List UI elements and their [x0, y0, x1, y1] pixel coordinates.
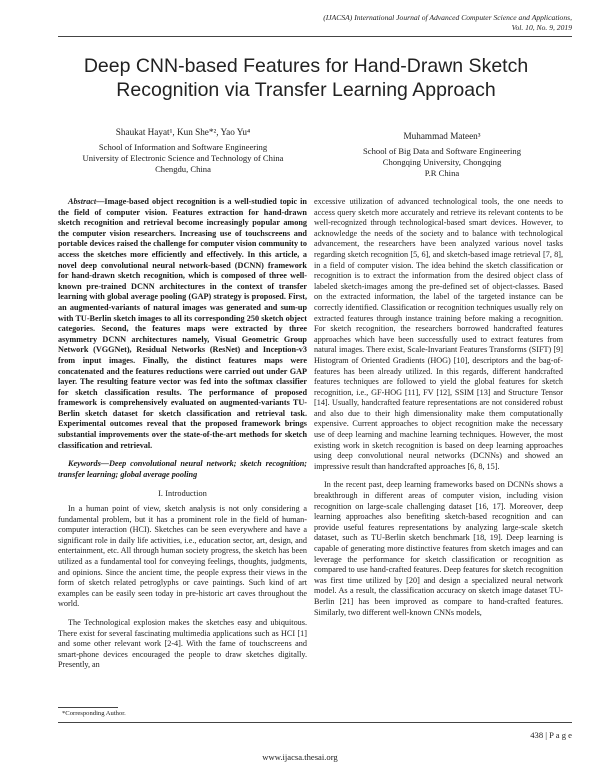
abstract-label: Abstract	[68, 197, 97, 206]
abstract	[58, 197, 307, 451]
author-names-right: Muhammad Mateen³	[403, 131, 481, 141]
journal-line-1: (IJACSA) International Journal of Advanced Computer Science and Applications,	[323, 13, 572, 22]
title-line-2: Recognition via Transfer Learning Approach	[116, 79, 496, 101]
page-number: 438 | P a g e	[530, 730, 572, 740]
paper-title	[40, 54, 572, 102]
intro-paragraph-2: The Technological explosion makes the sketches easy and ubiquitous. There exist for several fascinating multimedia applications such as HCI [1] and some other relevant work [2-4]. With the fame of touchscreens and smart-phone devices encouraged the people to draw sketches digitally. Presently, an	[58, 617, 307, 670]
left-column	[58, 197, 307, 671]
author-affil-right-3: P.R China	[424, 168, 460, 178]
journal-website: www.ijacsa.thesai.org	[262, 752, 338, 762]
right-paragraph-2: In the recent past, deep learning frameworks based on DCNNs shows a breakthrough in different areas of computer vision, including vision recognition on large-scale challenging dataset [16, 17]. Moreover, deep learning approaches also benefiting sketch-based recognition and can provide useful features representations by analyzing large-scale sketch dataset, such as TU-Berlin sketch benchmark [18, 19]. Deep learning is capable of generating more distinctive features from sketch images and can leverage the performance for sketch classification or recognition as compared to use hand-crafted features. Deep features for sketch recognition was first time utilized by [20] and design a specialized neural network model. As a result, the classification accuracy on sketch image dataset TU-Berlin [21] has been improved as compare to hand-crafted features. Similarly, two different well-known CNNs models,	[314, 480, 563, 617]
footer-rule	[58, 722, 572, 723]
author-affil-right-1: School of Big Data and Software Engineering	[363, 146, 521, 156]
author-affil-left-1: School of Information and Software Engineering	[98, 142, 268, 152]
author-affil-left-3: Chengdu, China	[155, 164, 211, 174]
author-affil-right-2: Chongqing University, Chongqing	[382, 157, 502, 167]
author-block-right	[322, 131, 562, 179]
intro-paragraph-1: In a human point of view, sketch analysis is not only considering a fundamental problem, but it has a prominent role in the field of human-computer interaction (HCI). Sketches can be seen everywhere and have a significant role in daily life activities, i.e., education sector, art, design, and entertainment, etc. All through human society progress, the sketch has been utilized as a fundamental tool for conveying feelings, thoughts, judgments, and opinions. Since the ancient time, the people express their views in the form of sketch related petroglyphs or cave paintings. Such kind of art examples can be easily seen today in pre-historic art caves throughout the world.	[58, 504, 307, 609]
author-affil-left-2: University of Electronic Science and Technology of China	[82, 153, 284, 163]
author-names-left: Shaukat Hayat¹, Kun She*², Yao Yu⁴	[115, 127, 251, 137]
footnote: *Corresponding Author.	[62, 710, 126, 717]
author-block-left	[58, 127, 308, 175]
footnote-rule	[58, 707, 118, 708]
abstract-text: —Image-based object recognition is a well-studied topic in the field of computer vision. Features extraction for hand-drawn sketch recognition and retrieval become increasingly popular among the computer vision researchers. Increasing use of touchscreens and portable devices raised the challenge for computer vision community to access the sketches more efficiently and effectively. In this article, a novel deep convolutional neural network-based (DCNN) framework for hand-drawn sketch recognition, which is composed of three well-known pre-trained DCNN architectures in the context of transfer learning with global average pooling (GAP) strategy is proposed. First, an augmented-variants of natural images was generated and sum-up with TU-Berlin sketch images to all its corresponding 250 sketch object categories. Second, the features maps were extracted by three asymmetry DCNN architectures namely, Visual Geometric Group Network (VGGNet), Residual Networks (ResNet) and Inception-v3 from input images. Finally, the distinct features maps were concatenated and the features reductions were carried out under GAP layer. The resulting feature vector was fed into the softmax classifier for sketch classification results. The performance of proposed framework is comprehensively evaluated on augmented-variants TU-Berlin sketch dataset for sketch classification and retrieval task. Experimental outcomes reveal that the proposed framework brings substantial improvements over the state-of-the-art methods for sketch classification and retrieval.	[58, 197, 307, 450]
keywords-label: Keywords	[68, 459, 101, 469]
right-paragraph-1: excessive utilization of advanced technological tools, the one needs to access query sketch more accurately and retrieve its relevant contents to be well-recognized through technological-based smart devices. However, to acknowledge the needs of the society and to balance with technological advancement, the researchers have been analyzed various novel tasks regarding sketch recognition [5, 6], and sketch-based image retrieval [7, 8], in a field of computer vision. The idea behind the sketch classification or recognition is to extract the information from the desired object class of labeled sketch-images among the pre-defined set of object-classes. Based on the extracted information, the label of the targeted instance can be correctly identified. Classification or recognition techniques usually rely on extracted features through instance training before making a recognition. For sketch recognition, the researchers borrowed handcrafted features approaches which have been successfully used to extract features from natural images. There exist, Scale-Invariant Features Transforms (SIFT) [9] Histogram of Oriented Gradients (HOG) [10], descriptors and the bag-of-features has been already utilized. In this regards, different handcrafted features techniques are followed to yield the global features for sketch recognition, i.e., GF-HOG [11], FV [12], SSIM [13] and Structure Tensor [14]. Usually, handcrafted feature representations are not considered robust and also due to their high dimensionality make them computationally expensive. Current approaches to object recognition make the necessary use of deep learning and machine learning techniques. However, the most existing work in sketch recognition is based on deep learning approaches using deep convolutional neural networks (DCNNs) and showed an impressive result than handcrafted approaches [6, 8, 15].	[314, 197, 563, 471]
keywords	[58, 459, 307, 480]
header-rule	[58, 36, 572, 37]
journal-header	[212, 13, 572, 32]
section-heading: I. Introduction	[158, 489, 207, 499]
journal-line-2: Vol. 10, No. 9, 2019	[511, 22, 572, 32]
title-line-1: Deep CNN-based Features for Hand-Drawn Sketch	[83, 55, 529, 77]
right-column	[314, 197, 563, 618]
keywords-text: —Deep convolutional neural network; sketch recognition; transfer learning; global average pooling	[58, 459, 307, 479]
